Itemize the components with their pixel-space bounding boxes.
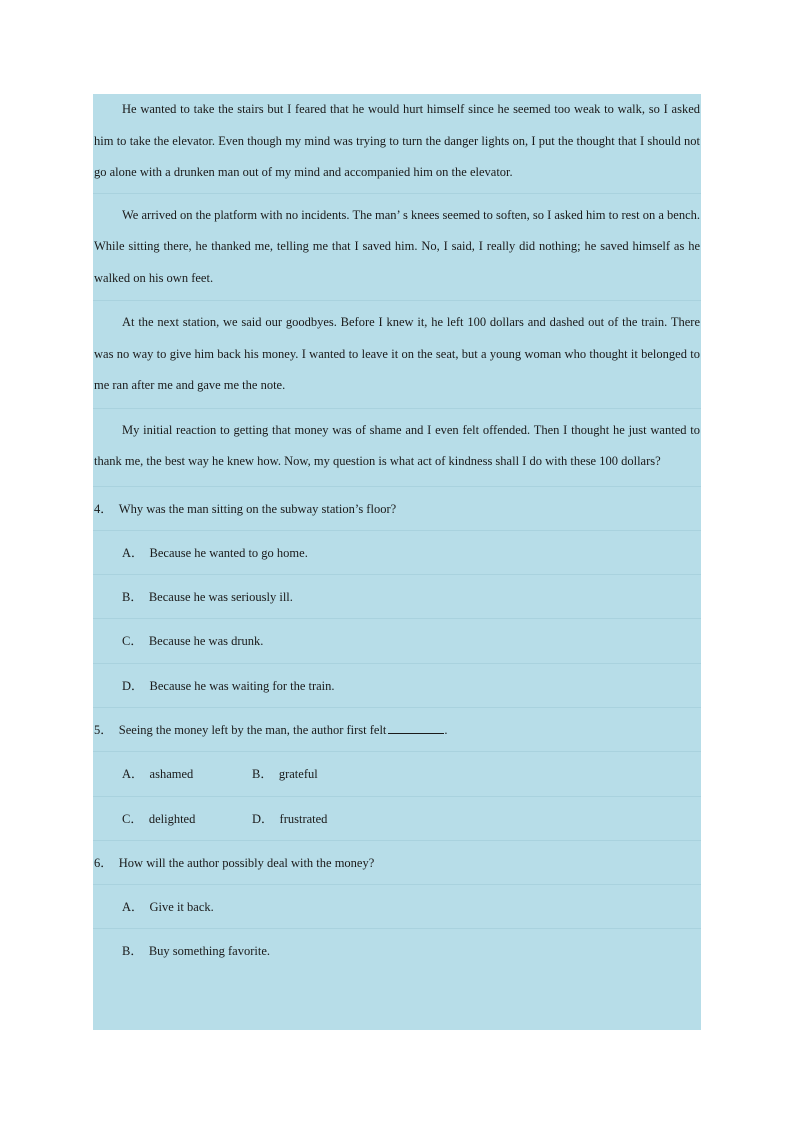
question-4-option-b[interactable] <box>93 575 701 619</box>
question-text: Seeing the money left by the man, the author first felt <box>118 722 387 737</box>
question-text: How will the author possibly deal with the money? <box>118 855 375 870</box>
option-letter: B． <box>252 767 273 782</box>
document-page <box>93 94 701 1030</box>
option-letter: C． <box>122 634 143 649</box>
answer-blank[interactable] <box>388 721 444 734</box>
question-6 <box>93 841 701 885</box>
option-letter: B． <box>122 590 143 605</box>
question-4-option-d[interactable] <box>93 664 701 708</box>
question-5-options-row-2 <box>93 797 701 841</box>
option-text: Buy something favorite. <box>148 944 271 959</box>
passage-paragraph-3: At the next station, we said our goodbyes. Before I knew it, he left 100 dollars and dashed out of the train. There was no way to give him back his money. I wanted to leave it on the seat, but a young woman who thought it belonged to me ran after me and gave me the note. <box>93 301 701 409</box>
option-letter: D． <box>122 678 144 693</box>
option-letter: C． <box>122 811 143 826</box>
question-5 <box>93 708 701 752</box>
option-letter: D． <box>252 811 274 826</box>
option-text: frustrated <box>279 811 328 826</box>
passage-paragraph-1: He wanted to take the stairs but I feared that he would hurt himself since he seemed too weak to walk, so I asked him to take the elevator. Even though my mind was trying to turn the danger lights on, I put the thought that I should not go alone with a drunken man out of my mind and accompanied him on the elevator. <box>93 94 701 194</box>
option-text: Give it back. <box>149 900 214 915</box>
option-letter: A． <box>122 767 144 782</box>
question-4-option-c[interactable] <box>93 619 701 663</box>
question-5-options-row-1 <box>93 752 701 796</box>
question-6-option-b[interactable] <box>93 929 701 973</box>
question-5-option-b[interactable] <box>252 767 318 781</box>
question-5-option-d[interactable] <box>252 812 327 826</box>
option-letter: A． <box>122 545 144 560</box>
question-4 <box>93 487 701 531</box>
question-5-option-c[interactable] <box>122 797 252 841</box>
question-suffix: . <box>444 722 448 737</box>
question-number: 5． <box>94 722 113 737</box>
passage-paragraph-4: My initial reaction to getting that money was of shame and I even felt offended. Then I thought he just wanted to thank me, the best way he knew how. Now, my question is what act of kindness shall I do with these 100 dollars? <box>93 409 701 487</box>
option-text: grateful <box>278 767 318 782</box>
question-number: 4． <box>94 501 113 516</box>
question-4-option-a[interactable] <box>93 531 701 575</box>
question-number: 6． <box>94 855 113 870</box>
option-text: Because he was seriously ill. <box>148 590 293 605</box>
option-letter: A． <box>122 900 144 915</box>
option-text: Because he was waiting for the train. <box>149 678 335 693</box>
question-text: Why was the man sitting on the subway station’s floor? <box>118 501 397 516</box>
option-text: delighted <box>148 811 196 826</box>
passage-paragraph-2: We arrived on the platform with no incidents. The man’ s knees seemed to soften, so I asked him to rest on a bench. While sitting there, he thanked me, telling me that I saved him. No, I said, I really did nothing; he saved himself as he walked on his own feet. <box>93 194 701 302</box>
option-text: Because he wanted to go home. <box>149 545 308 560</box>
option-letter: B． <box>122 944 143 959</box>
option-text: ashamed <box>149 767 194 782</box>
option-text: Because he was drunk. <box>148 634 264 649</box>
question-6-option-a[interactable] <box>93 885 701 929</box>
question-5-option-a[interactable] <box>122 752 252 796</box>
